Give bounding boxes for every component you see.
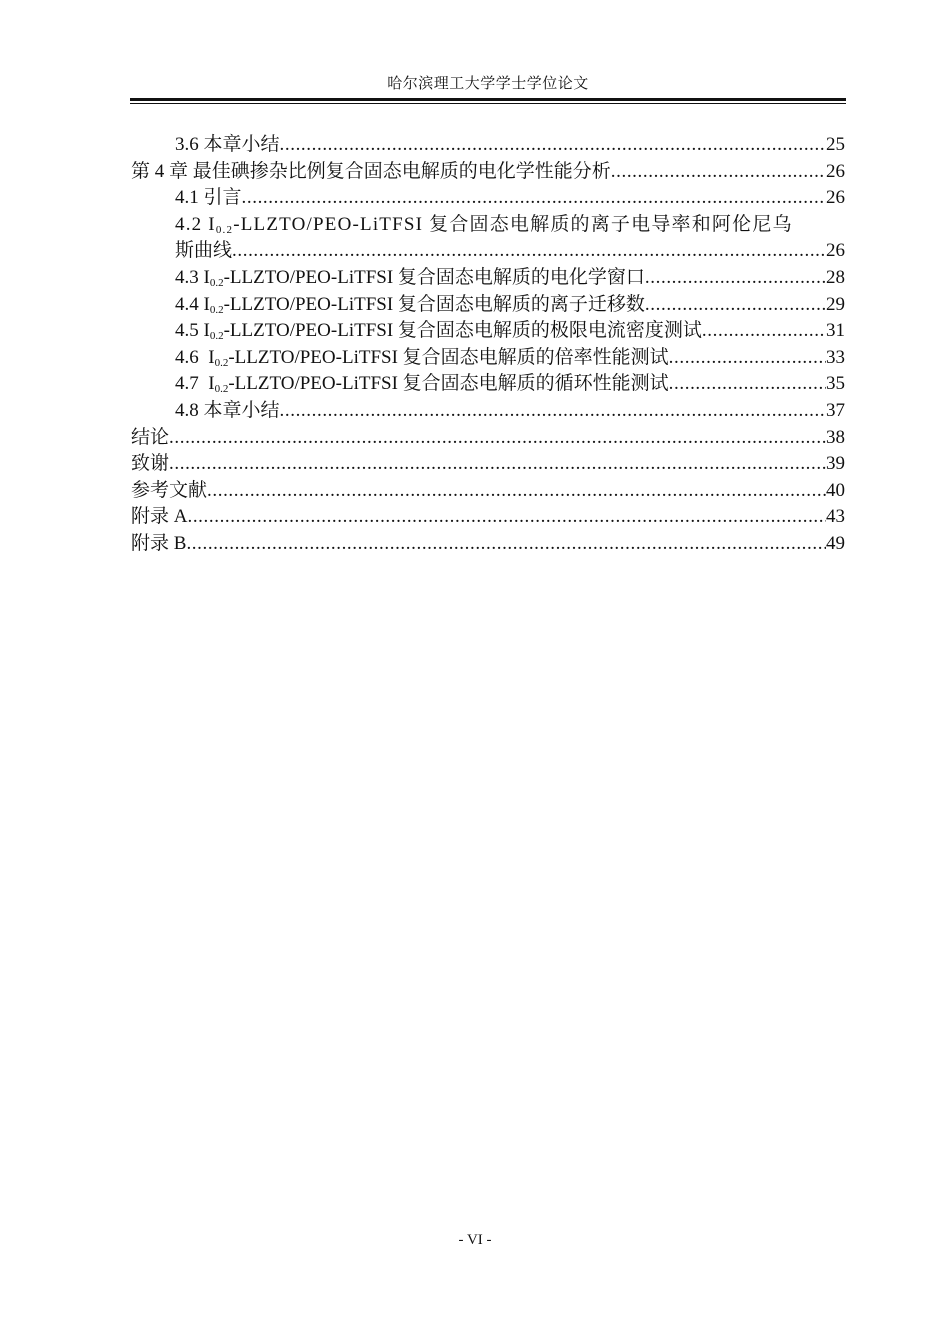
toc-entry-title	[175, 318, 702, 345]
toc-entry-page: 29	[826, 293, 845, 315]
toc-entry-page: 25	[826, 134, 845, 155]
subscript: 0.2	[209, 330, 224, 343]
dot-leader	[611, 159, 826, 186]
toc-entry-title: 结论	[131, 426, 170, 448]
toc-entry-page: 26	[826, 187, 845, 209]
toc-entry-rest: -LLZTO/PEO-LiTFSI 复合固态电解质的倍率性能测试	[228, 346, 669, 368]
toc-entry-page: 49	[826, 532, 845, 554]
table-of-contents	[131, 132, 845, 558]
toc-entry-appendix-a[interactable]	[131, 504, 845, 531]
dot-leader	[242, 185, 826, 212]
toc-entry-page: 43	[826, 506, 845, 528]
toc-entry-chapter-4[interactable]	[131, 159, 845, 186]
toc-entry-page: 26	[826, 160, 845, 182]
toc-entry-title: 附录 A	[131, 506, 188, 528]
toc-entry-acknowledgements[interactable]	[131, 451, 845, 478]
toc-entry-4-2-line1[interactable]	[131, 212, 845, 239]
toc-entry-prefix: 4.6 I	[175, 346, 215, 368]
toc-entry-prefix: 4.7 I	[175, 373, 215, 395]
toc-entry-page: 37	[826, 399, 845, 421]
toc-entry-title-cont: 斯曲线	[175, 240, 233, 262]
toc-entry-title: 第 4 章 最佳碘掺杂比例复合固态电解质的电化学性能分析	[131, 160, 611, 182]
subscript: 0.2	[209, 276, 224, 289]
dot-leader	[187, 504, 826, 531]
running-header: 哈尔滨理工大学学士学位论文	[387, 76, 589, 92]
toc-entry-rest: -LLZTO/PEO-LiTFSI 复合固态电解质的电化学窗口	[223, 266, 645, 288]
toc-entry-title	[175, 265, 645, 292]
toc-entry-4-7[interactable]	[131, 371, 845, 398]
dot-leader	[645, 265, 826, 292]
subscript: 0.2	[209, 303, 224, 316]
toc-entry-title	[175, 345, 669, 372]
toc-entry-3-6[interactable]	[131, 132, 845, 159]
toc-entry-page: 35	[826, 373, 845, 395]
dot-leader	[645, 292, 826, 319]
toc-entry-title	[175, 371, 669, 398]
header-rule-thick	[130, 98, 846, 101]
subscript: 0.2	[214, 356, 229, 369]
dot-leader	[702, 318, 826, 345]
toc-entry-4-4[interactable]	[131, 292, 845, 319]
toc-entry-prefix: 4.4 I	[175, 293, 210, 315]
toc-entry-page: 33	[826, 346, 845, 368]
toc-entry-page: 40	[826, 479, 845, 501]
dot-leader	[169, 425, 826, 452]
dot-leader	[232, 238, 826, 265]
toc-entry-rest: -LLZTO/PEO-LiTFSI 复合固态电解质的离子迁移数	[223, 293, 645, 315]
toc-entry-title: 4.8 本章小结	[175, 399, 280, 421]
dot-leader	[169, 451, 826, 478]
toc-entry-4-6[interactable]	[131, 345, 845, 372]
toc-entry-page: 39	[826, 453, 845, 475]
toc-entry-appendix-b[interactable]	[131, 531, 845, 558]
toc-entry-prefix: 4.2 I	[175, 213, 216, 235]
toc-entry-page: 31	[826, 320, 845, 342]
toc-entry-title: -LLZTO/PEO-LiTFSI 复合固态电解质的离子电导率和阿伦尼乌	[233, 213, 793, 235]
toc-entry-4-3[interactable]	[131, 265, 845, 292]
toc-entry-4-5[interactable]	[131, 318, 845, 345]
toc-entry-title: 附录 B	[131, 532, 187, 554]
toc-entry-references[interactable]	[131, 478, 845, 505]
toc-entry-title	[175, 292, 645, 319]
toc-entry-rest: -LLZTO/PEO-LiTFSI 复合固态电解质的循环性能测试	[228, 373, 669, 395]
toc-entry-page: 28	[826, 266, 845, 288]
dot-leader	[669, 371, 826, 398]
toc-entry-title: 致谢	[131, 453, 170, 475]
toc-entry-4-1[interactable]	[131, 185, 845, 212]
toc-entry-title: 4.1 引言	[175, 187, 242, 209]
dot-leader	[207, 478, 826, 505]
subscript: 0.2	[215, 223, 234, 236]
toc-entry-conclusion[interactable]	[131, 425, 845, 452]
toc-entry-4-8[interactable]	[131, 398, 845, 425]
toc-entry-title: 参考文献	[131, 479, 208, 501]
toc-entry-prefix: 4.5 I	[175, 320, 210, 342]
toc-entry-prefix: 4.3 I	[175, 266, 210, 288]
header-rule-thin	[130, 103, 846, 104]
toc-entry-page: 26	[826, 240, 845, 262]
dot-leader	[280, 132, 826, 159]
dot-leader	[186, 531, 826, 558]
dot-leader	[280, 398, 826, 425]
subscript: 0.2	[214, 383, 229, 396]
dot-leader	[669, 345, 826, 372]
page-number: - VI -	[458, 1232, 492, 1248]
toc-entry-4-2-line2[interactable]	[131, 238, 845, 265]
toc-entry-rest: -LLZTO/PEO-LiTFSI 复合固态电解质的极限电流密度测试	[223, 320, 702, 342]
toc-entry-title: 3.6 本章小结	[175, 134, 280, 155]
toc-entry-page: 38	[826, 426, 845, 448]
